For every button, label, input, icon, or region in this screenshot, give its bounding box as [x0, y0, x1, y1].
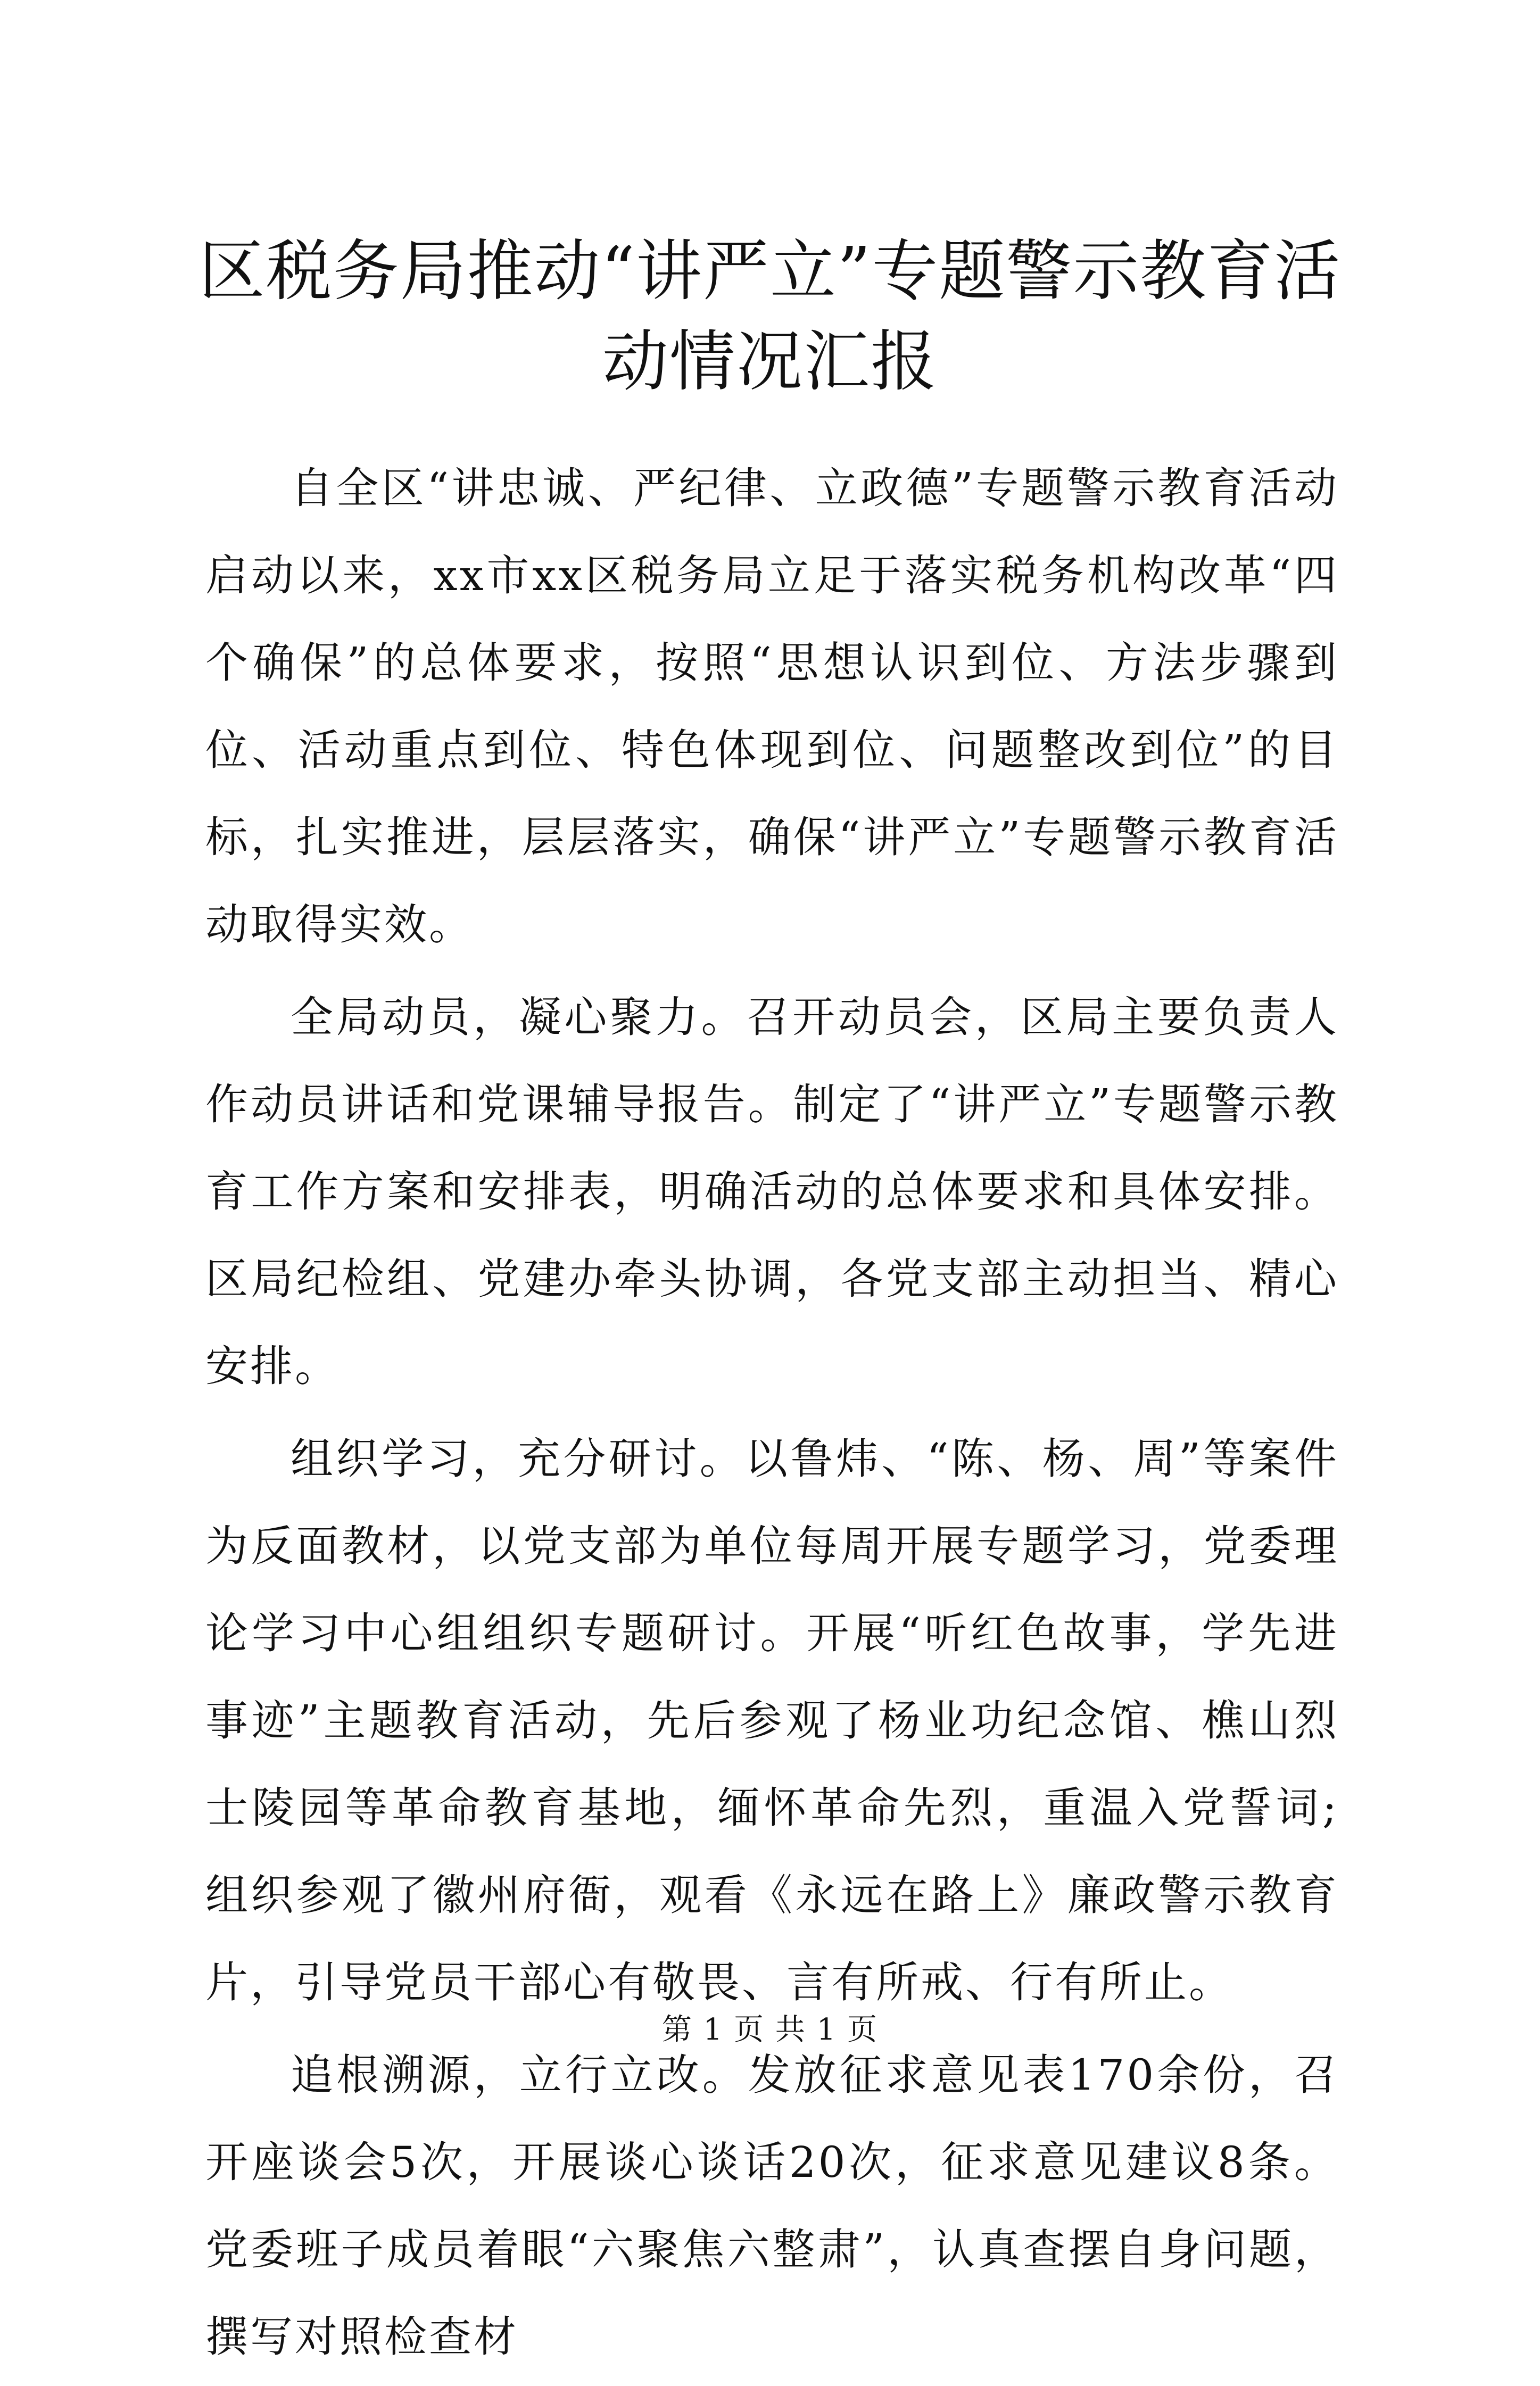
paragraph-intro: 自全区“讲忠诚、严纪律、立政德”专题警示教育活动启动以来，xx市xx区税务局立足于落实税务机构改革“四个确保”的总体要求，按照“思想认识到位、方法步骤到位、活动重点到位、特色体现到位、问题整改到位”的目标，扎实推进，层层落实，确保“讲严立”专题警示教育活动取得实效。 — [205, 463, 1339, 949]
paragraph-study: 组织学习，充分研讨。以鲁炜、“陈、杨、周”等案件为反面教材，以党支部为单位每周开展专题学习，党委理论学习中心组组织专题研讨。开展“听红色故事，学先进事迹”主题教育活动，先后参观了杨业功纪念馆、樵山烈士陵园等革命教育基地，缅怀革命先烈，重温入党誓词;组织参观了徽州府衙，观看《永远在路上》廉政警示教育片，引导党员干部心有敬畏、言有所戒、行有所止。 — [205, 1434, 1339, 2007]
page-footer: 第 1 页 共 1 页 — [661, 2012, 879, 2047]
paragraph-mobilization: 全局动员，凝心聚力。召开动员会，区局主要负责人作动员讲话和党课辅导报告。制定了“讲严立”专题警示教育工作方案和安排表，明确活动的总体要求和具体安排。区局纪检组、党建办牵头协调，各党支部主动担当、精心安排。 — [205, 992, 1339, 1391]
document-body — [205, 445, 1339, 2386]
document-title: 区税务局推动“讲严立”专题警示教育活动情况汇报 — [198, 233, 1342, 400]
paragraph-rectification: 追根溯源，立行立改。发放征求意见表170余份，召开座谈会5次，开展谈心谈话20次，征求意见建议8条。党委班子成员着眼“六聚焦六整肃”，认真查摆自身问题，撰写对照检查材 — [205, 2050, 1339, 2362]
